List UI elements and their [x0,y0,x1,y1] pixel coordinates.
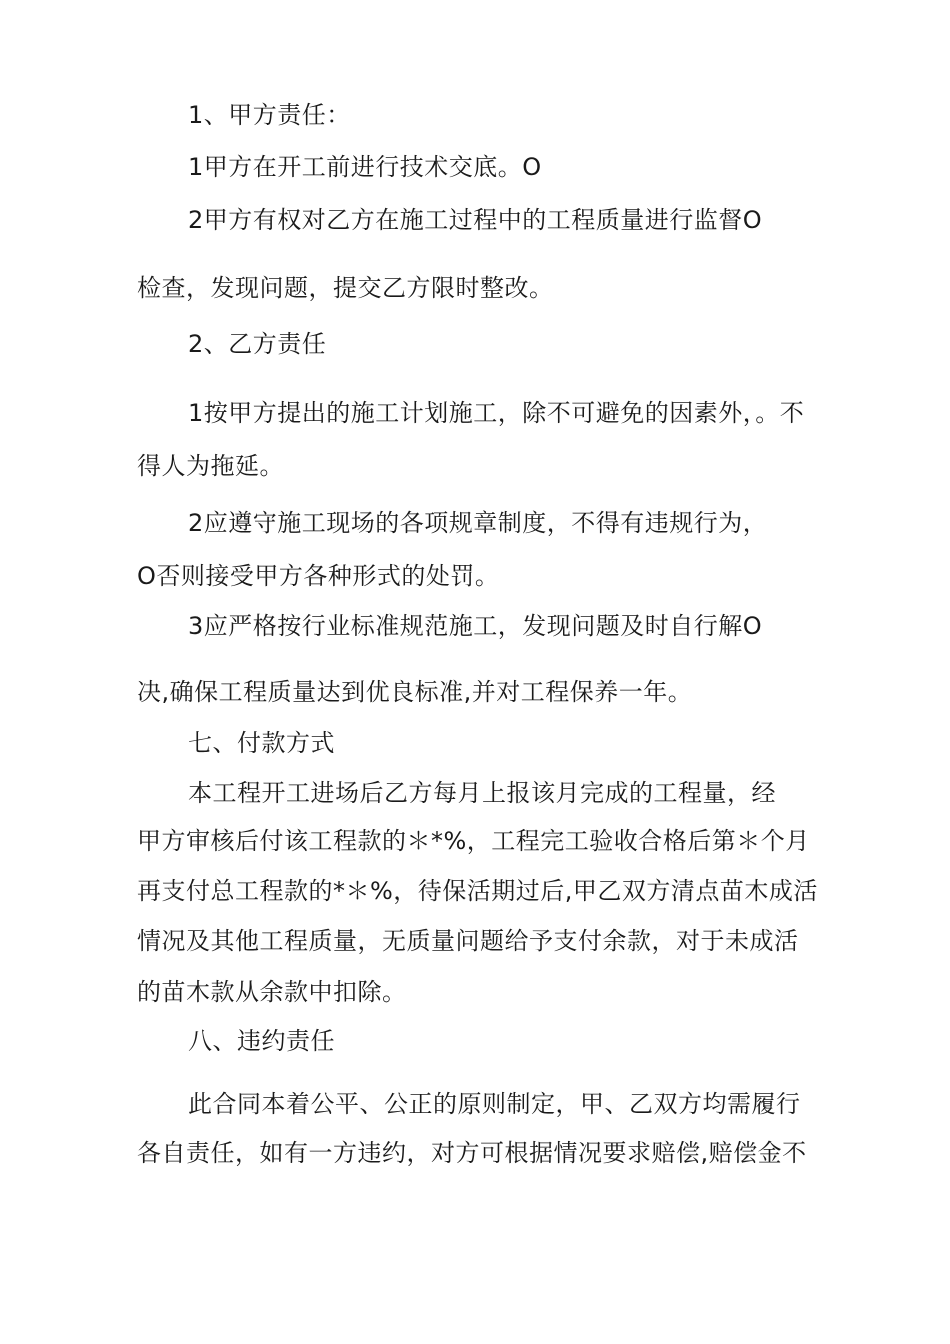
text-line: 情况及其他工程质量，无质量问题给予支付余款，对于未成活 [137,927,799,955]
text-line: 此合同本着公平、公正的原则制定，甲、乙双方均需履行 [188,1090,801,1118]
text-line: 各自责任，如有一方违约，对方可根据情况要求赔偿,赔偿金不 [137,1139,807,1167]
text-line: 1按甲方提出的施工计划施工，除不可避免的因素外，。不 [188,399,805,427]
text-line: 得人为拖延。 [137,452,284,480]
text-line: 甲方审核后付该工程款的＊*%，工程完工验收合格后第＊个月 [137,827,810,855]
text-line: 本工程开工进场后乙方每月上报该月完成的工程量，经 [188,779,776,807]
text-line: 2甲方有权对乙方在施工过程中的工程质量进行监督O [188,206,763,234]
text-line: 2应遵守施工现场的各项规章制度，不得有违规行为， [188,509,768,537]
text-line: O否则接受甲方各种形式的处罚。 [137,562,500,590]
section-heading-payment: 七、付款方式 [188,729,335,757]
text-line-heading-party-b: 2、乙方责任 [188,330,327,358]
text-line: 的苗木款从余款中扣除。 [137,978,407,1006]
text-line: 1甲方在开工前进行技术交底。O [188,153,542,181]
text-line: 3应严格按行业标准规范施工，发现问题及时自行解O [188,612,763,640]
text-line-heading-party-a: 1、甲方责任： [188,101,351,129]
text-line: 检查，发现问题，提交乙方限时整改。 [137,274,554,302]
text-line: 再支付总工程款的*＊%，待保活期过后,甲乙双方清点苗木成活 [137,877,818,905]
text-line: 决,确保工程质量达到优良标准,并对工程保养一年。 [137,678,693,706]
section-heading-breach: 八、违约责任 [188,1027,335,1055]
